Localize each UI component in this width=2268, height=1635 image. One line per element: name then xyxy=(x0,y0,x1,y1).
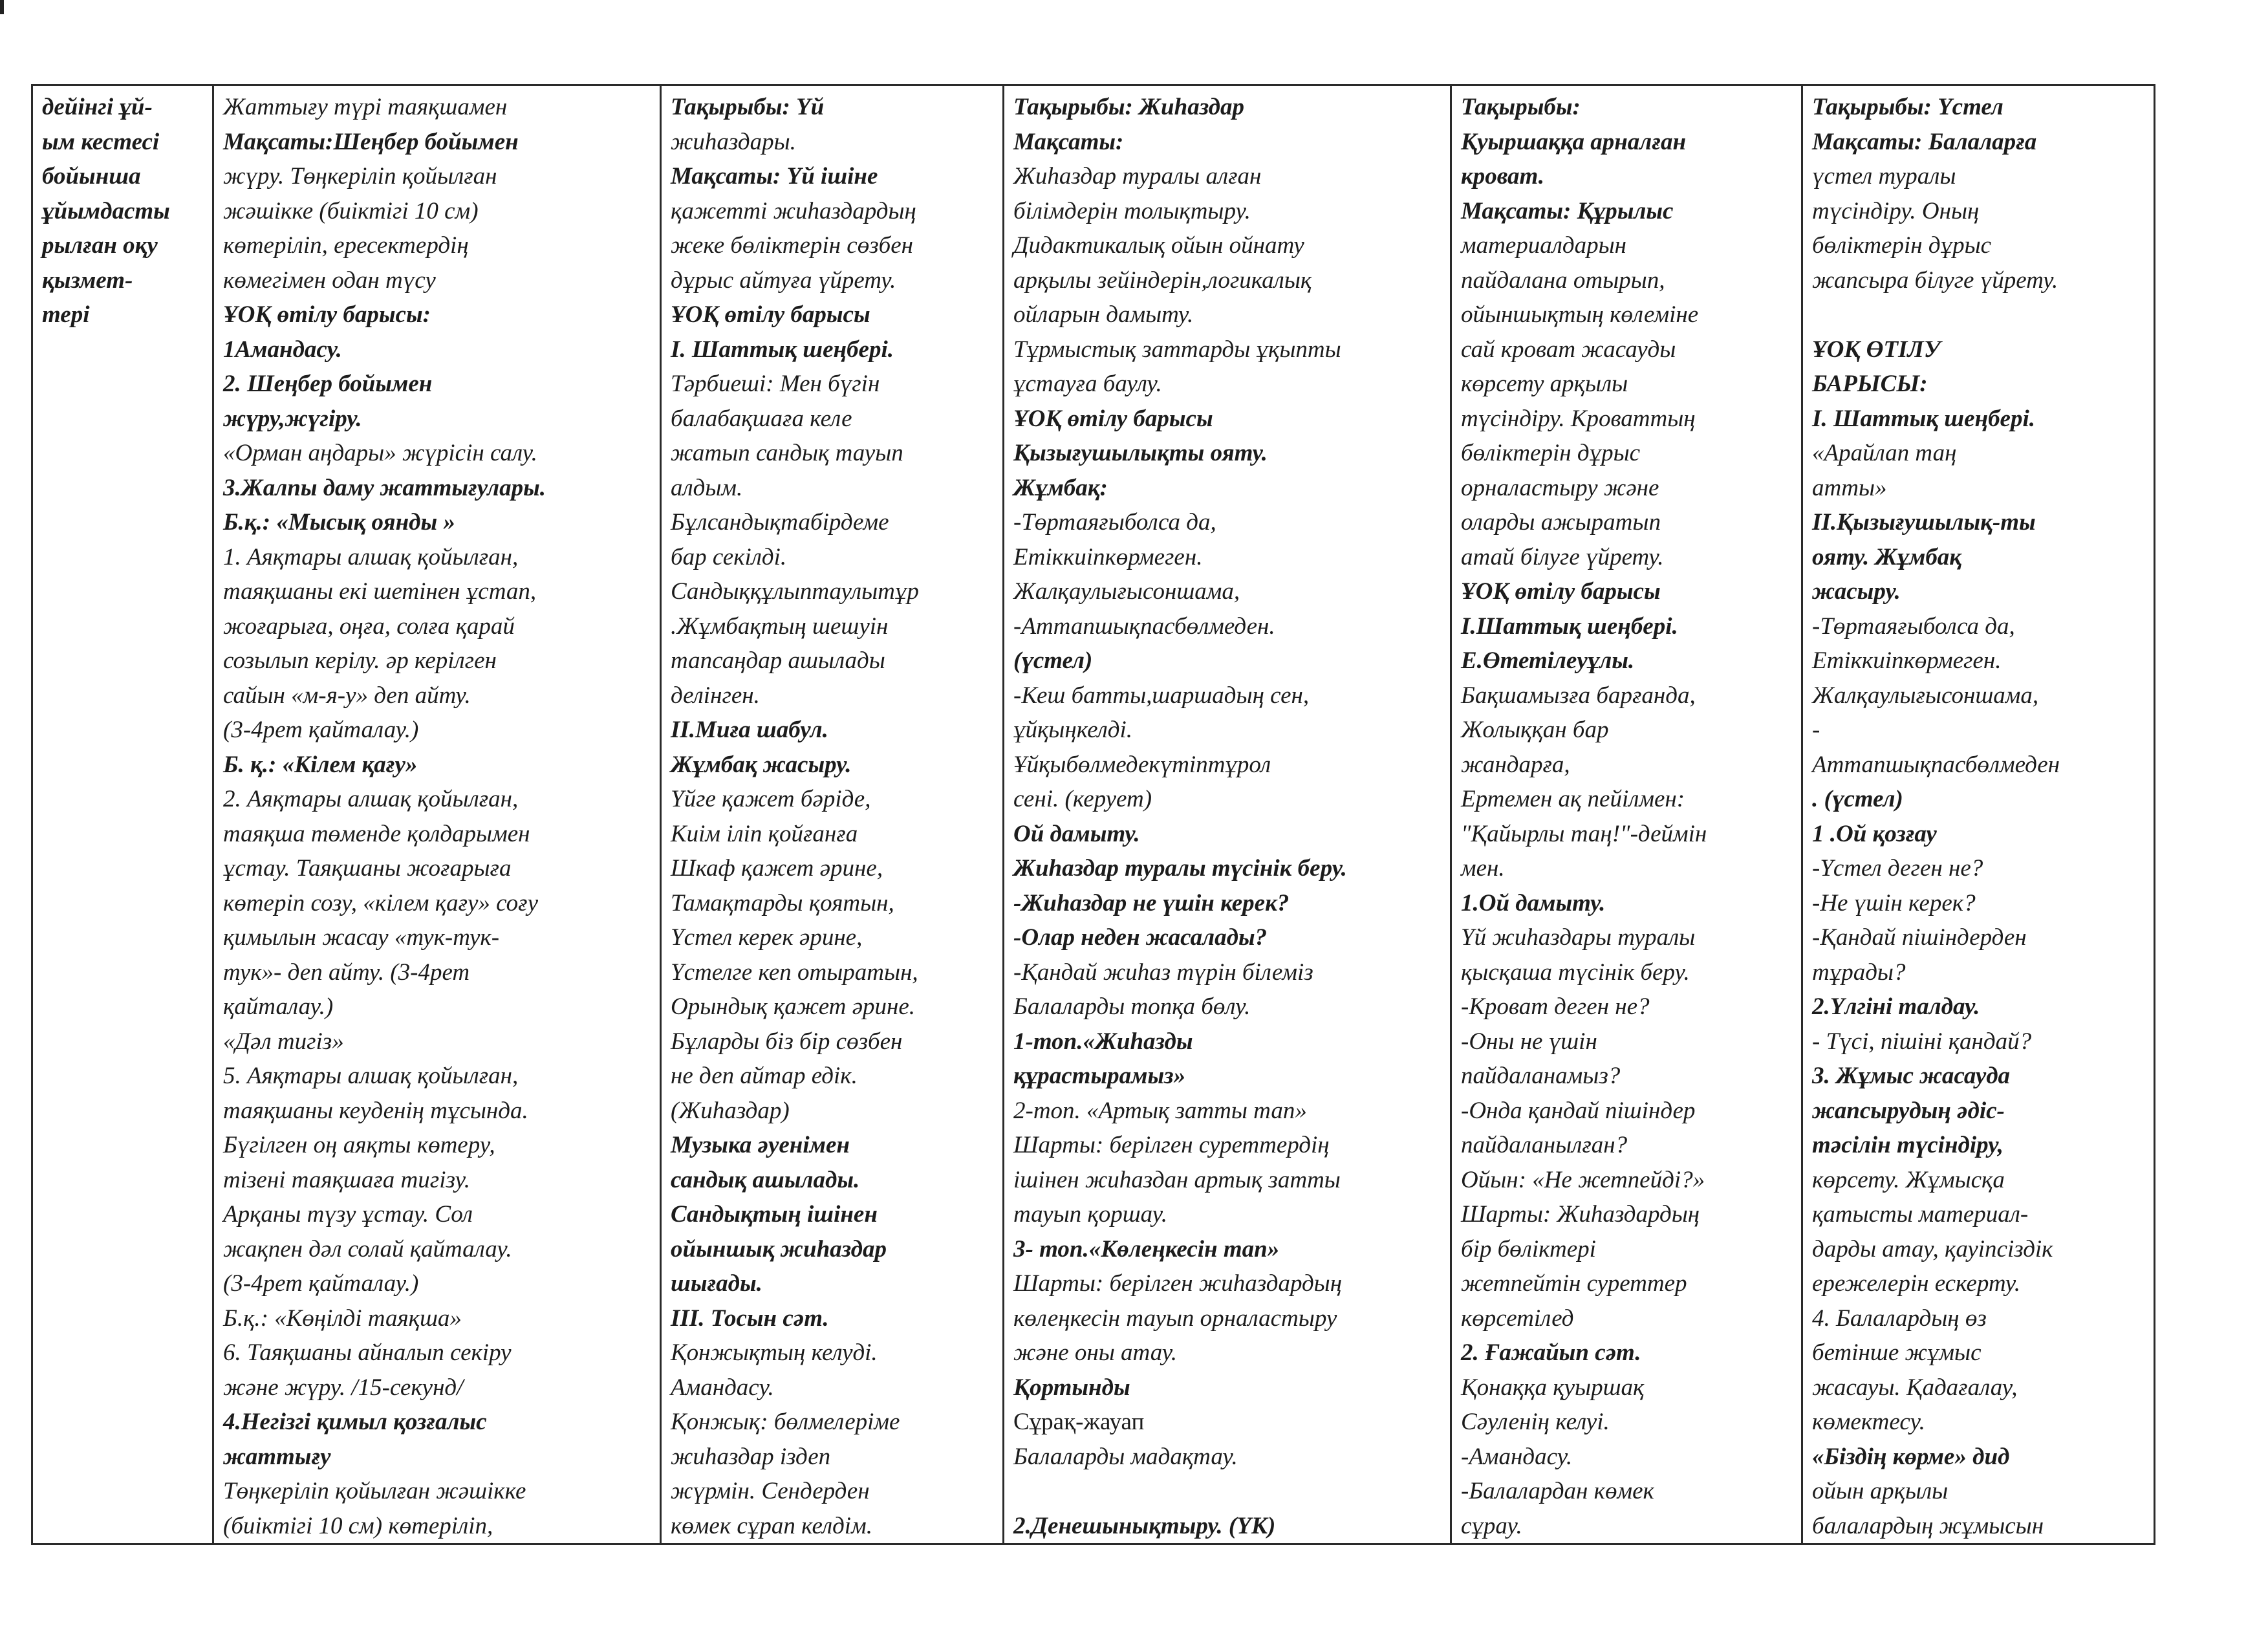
furniture-lesson-cell xyxy=(1004,85,1451,1544)
text-line: үстел туралы xyxy=(1812,163,1956,189)
text-line: алдым. xyxy=(671,474,743,501)
text-line: Қонаққа қуыршақ xyxy=(1461,1374,1645,1401)
text-line: Жалқаулығысоншама, xyxy=(1812,682,2039,709)
text-line: 2. Аяқтары алшақ қойылған, xyxy=(223,786,519,812)
text-line: -Олар неден жасалады? xyxy=(1013,924,1268,951)
text-line: Жиһаздар туралы түсінік беру. xyxy=(1013,855,1347,882)
text-line: көрсету арқылы xyxy=(1461,371,1628,397)
text-line: Жалқаулығысоншама, xyxy=(1013,578,1240,605)
text-line: 3- топ.«Көлеңкесін тап» xyxy=(1013,1235,1280,1262)
text-line: (үстел) xyxy=(1013,647,1093,674)
text-line: Бүгілген оң аяқты көтеру, xyxy=(223,1132,495,1158)
text-line: Амандасу. xyxy=(671,1374,774,1401)
text-line: арқылы зейіндерін,логикалық xyxy=(1013,266,1312,294)
text-line: тауып қоршау. xyxy=(1013,1201,1168,1228)
text-line: Б. қ.: «Кілем қағу» xyxy=(223,751,418,778)
text-line: -Не үшін керек? xyxy=(1812,889,1976,916)
text-line: жаттығу xyxy=(223,1443,331,1470)
text-line: тәсілін түсіндіру, xyxy=(1812,1132,2003,1158)
text-line: Үй жиһаздары туралы xyxy=(1461,924,1696,951)
text-line: ҰОҚ өтілу барысы xyxy=(1013,405,1213,432)
text-line: І.Шаттық шеңбері. xyxy=(1461,612,1678,640)
text-line: ішінен жиһаздан артық затты xyxy=(1013,1166,1341,1193)
text-line xyxy=(1812,298,2146,332)
text-line: Ойын: «Не жетпейді?» xyxy=(1461,1166,1705,1193)
text-line: Тақырыбы: xyxy=(1461,94,1581,120)
text-line: тапсаңдар ашылады xyxy=(671,647,885,674)
text-line: Ертемен ақ пейілмен: xyxy=(1461,786,1685,812)
text-line: көтеріп созу, «кілем қағу» соғу xyxy=(223,889,539,916)
text-line: -Амандасу. xyxy=(1461,1443,1573,1470)
text-line: ұстауға баулу. xyxy=(1013,371,1162,397)
text-line: жүру,жүгіру. xyxy=(223,405,362,432)
text-line: БАРЫСЫ: xyxy=(1812,371,1928,397)
text-line: бетінше жұмыс xyxy=(1812,1339,1982,1366)
text-line: жапсыра білуге үйрету. xyxy=(1812,266,2058,294)
text-line: делінген. xyxy=(671,682,760,709)
text-line: көлеңкесін тауып орналастыру xyxy=(1013,1305,1337,1332)
table-lesson-cell xyxy=(1802,85,2155,1544)
text-line: «Дәл тигіз» xyxy=(223,1028,344,1055)
text-line: жетпейтін суреттер xyxy=(1461,1270,1687,1297)
text-line: 5. Аяқтары алшақ қойылған, xyxy=(223,1063,519,1089)
text-line: ым кестесі xyxy=(42,128,160,155)
text-line: бір бөліктері xyxy=(1461,1235,1596,1262)
text-line: Қуыршаққа арналған xyxy=(1461,128,1686,155)
text-line: Шарты: берілген суреттердің xyxy=(1013,1132,1330,1158)
text-line: . (үстел) xyxy=(1812,786,1903,812)
text-line: - Түсі, пішіні қандай? xyxy=(1812,1028,2032,1055)
text-line: 1Амандасу. xyxy=(223,336,342,363)
text-line: оларды ажыратып xyxy=(1461,509,1661,536)
text-line: Е.Өтетілеуұлы. xyxy=(1461,647,1635,674)
text-line: І. Шаттық шеңбері. xyxy=(671,336,894,363)
text-line: ҰОҚ өтілу барысы: xyxy=(223,301,431,328)
text-line: (3-4рет қайталау.) xyxy=(223,717,419,743)
text-line: (3-4рет қайталау.) xyxy=(223,1270,419,1297)
text-line: 3.Жалпы даму жаттығулары. xyxy=(223,474,546,501)
text-line: Сәуленің келуі. xyxy=(1461,1409,1610,1435)
text-line: жүрмін. Сендерден xyxy=(671,1478,870,1504)
text-line: Киім іліп қойғанға xyxy=(671,820,858,847)
text-line: көтеріліп, ересектердің xyxy=(223,232,469,259)
text-line: -Үстел деген не? xyxy=(1812,855,1983,882)
text-line: түсіндіру. Оның xyxy=(1812,197,1980,224)
text-line: «Біздің көрме» дид xyxy=(1812,1443,2010,1470)
text-line: Б.қ.: «Мысық оянды » xyxy=(223,509,455,536)
text-line: ойын арқылы xyxy=(1812,1478,1949,1504)
text-line: жүру. Төңкеріліп қойылған xyxy=(223,163,497,189)
text-line: Орындық қажет әрине. xyxy=(671,993,916,1020)
text-line: көмегімен одан түсу xyxy=(223,266,436,294)
text-line: Үстелге кеп отыратын, xyxy=(671,958,918,986)
text-line: ІІ.Қызығушылық-ты xyxy=(1812,509,2036,536)
text-line: ұйқыңкелді. xyxy=(1013,717,1132,743)
text-line: 4.Негізгі қимыл қозғалыс xyxy=(223,1409,487,1435)
lesson-plan-table xyxy=(31,84,2155,1545)
text-line: Тұрмыстық заттарды ұқыпты xyxy=(1013,336,1341,363)
text-line: -Онда қандай пішіндер xyxy=(1461,1097,1696,1124)
text-line: және оны атау. xyxy=(1013,1339,1178,1366)
text-line: Жиһаздар туралы алған xyxy=(1013,163,1262,189)
text-line: Шарты: Жиһаздардың xyxy=(1461,1201,1700,1228)
text-line: көрсету. Жұмысқа xyxy=(1812,1166,2005,1193)
text-line: -Төртаяғыболса да, xyxy=(1013,509,1216,536)
text-line: -Аттапшықпасбөлмеден. xyxy=(1013,612,1275,640)
text-line: ҰОҚ өтілу барысы xyxy=(1461,578,1661,605)
text-line: ҰОҚ ӨТІЛУ xyxy=(1812,336,1941,363)
text-line: ояту. Жұмбақ xyxy=(1812,543,1962,570)
text-line: Жолыққан бар xyxy=(1461,717,1609,743)
text-line: 1 .Ой қозғау xyxy=(1812,820,1937,847)
text-line: 2. Ғажайып сәт. xyxy=(1461,1339,1641,1366)
text-line: дұрыс айтуға үйрету. xyxy=(671,266,896,294)
text-line: ұйымдасты xyxy=(42,197,170,224)
text-line: Тәрбиеші: Мен бүгін xyxy=(671,371,880,397)
text-line: Арқаны түзу ұстау. Сол xyxy=(223,1201,473,1228)
text-line: орналастыру және xyxy=(1461,474,1659,501)
scan-edge-mark xyxy=(0,0,4,14)
text-line: сұрау. xyxy=(1461,1512,1522,1539)
text-line: Шарты: берілген жиһаздардың xyxy=(1013,1270,1343,1297)
text-line: Үстел керек әрине, xyxy=(671,924,863,951)
home-furniture-cell xyxy=(661,85,1004,1544)
text-line: Бұлсандықтабірдеме xyxy=(671,509,889,536)
text-line: ережелерін ескерту. xyxy=(1812,1270,2021,1297)
text-line: Қызығушылықты ояту. xyxy=(1013,440,1268,466)
text-line: материалдарын xyxy=(1461,232,1627,259)
text-line: қатысты материал- xyxy=(1812,1201,2029,1228)
text-line: - xyxy=(1812,717,1820,743)
text-line: тук»- деп айту. (3-4рет xyxy=(223,958,470,986)
text-line: рылған оқу xyxy=(42,232,158,259)
text-line: .Жұмбақтың шешуін xyxy=(671,612,889,640)
text-line: сені. (керует) xyxy=(1013,786,1152,812)
text-line: ҰОҚ өтілу барысы xyxy=(671,301,870,328)
text-line: ІІІ. Тосын сәт. xyxy=(671,1305,829,1332)
text-line: және жүру. /15-секунд/ xyxy=(223,1374,464,1401)
text-line: 2. Шеңбер бойымен xyxy=(223,371,433,397)
text-line: бөліктерін дұрыс xyxy=(1812,232,1992,259)
text-line xyxy=(1013,1474,1442,1509)
text-line: Қонжық: бөлмелеріме xyxy=(671,1409,900,1435)
text-line: түсіндіру. Кроваттың xyxy=(1461,405,1696,432)
text-line: ойыншық жиһаздар xyxy=(671,1235,887,1262)
text-line: -Балалардан көмек xyxy=(1461,1478,1654,1504)
text-line: -Кеш батты,шаршадың сен, xyxy=(1013,682,1310,709)
text-line: балалардың жұмысын xyxy=(1812,1512,2044,1539)
text-line: қайталау.) xyxy=(223,993,334,1020)
text-line: Жұмбақ жасыру. xyxy=(671,751,852,778)
text-line: көмек сұрап келдім. xyxy=(671,1512,872,1539)
text-line: ойларын дамыту. xyxy=(1013,301,1194,328)
text-line: 2.Денешынықтыру. (ҮК) xyxy=(1013,1512,1276,1539)
text-line: Төңкеріліп қойылған жәшікке xyxy=(223,1478,526,1504)
text-line: Тақырыбы: Үй xyxy=(671,94,825,120)
text-line: Сұрақ-жауап xyxy=(1013,1409,1145,1435)
text-line: Мақсаты:Шеңбер бойымен xyxy=(223,128,519,155)
text-line: Тақырыбы: Үстел xyxy=(1812,94,2003,120)
text-line: таяқша төменде қолдарымен xyxy=(223,820,530,847)
text-line: дарды атау, қауіпсіздік xyxy=(1812,1235,2053,1262)
text-line: Мақсаты: Үй ішіне xyxy=(671,163,878,189)
text-line: -Қандай пішіндерден xyxy=(1812,924,2027,951)
text-line: Б.қ.: «Көңілді таяқша» xyxy=(223,1305,462,1332)
text-line: Ұйқыбөлмедекүтіптұрол xyxy=(1013,751,1271,778)
text-line: пайдаланамыз? xyxy=(1461,1063,1621,1089)
text-line: созылып керілу. әр керілген xyxy=(223,647,497,674)
text-line: Сандыққұлыптаулытұр xyxy=(671,578,919,605)
text-line: қажетті жиһаздардың xyxy=(671,197,916,224)
doll-bed-cell xyxy=(1451,85,1802,1544)
text-line: сандық ашылады. xyxy=(671,1166,860,1193)
text-line: сайын «м-я-у» деп айту. xyxy=(223,682,471,709)
text-line: Етіккиіпкөрмеген. xyxy=(1013,543,1203,570)
text-line: Балаларды топқа бөлу. xyxy=(1013,993,1251,1020)
table-row xyxy=(32,85,2155,1544)
text-line: пайдаланылған? xyxy=(1461,1132,1628,1158)
text-line: Қортынды xyxy=(1013,1374,1130,1401)
text-line: кроват. xyxy=(1461,163,1545,189)
text-line: ойыншықтың көлеміне xyxy=(1461,301,1699,328)
text-line: бөліктерін дұрыс xyxy=(1461,440,1641,466)
text-line: ұстау. Таяқшаны жоғарыға xyxy=(223,855,512,882)
text-line: қимылын жасау «тук-тук- xyxy=(223,924,500,951)
text-line: -Төртаяғыболса да, xyxy=(1812,612,2015,640)
text-line: бар секілді. xyxy=(671,543,787,570)
text-line: «Арайлап таң xyxy=(1812,440,1957,466)
text-line: Шкаф қажет әрине, xyxy=(671,855,883,882)
physical-education-cell xyxy=(213,85,661,1544)
text-line: қысқаша түсінік беру. xyxy=(1461,958,1690,986)
text-line: жасыру. xyxy=(1812,578,1901,605)
text-line: Бақшамызға барғанда, xyxy=(1461,682,1696,709)
text-line: -Жиһаздар не үшін керек? xyxy=(1013,889,1290,916)
text-line: Ой дамыту. xyxy=(1013,820,1140,847)
text-line: 3. Жұмыс жасауда xyxy=(1812,1063,2011,1089)
text-line: білімдерін толықтыру. xyxy=(1013,197,1251,224)
row-heading-cell xyxy=(32,85,213,1544)
text-line: Үйге қажет бәріде, xyxy=(671,786,871,812)
text-line: атай білуге үйрету. xyxy=(1461,543,1664,570)
text-line: көрсетілед xyxy=(1461,1305,1574,1332)
text-line: «Орман аңдары» жүрісін салу. xyxy=(223,440,537,466)
text-line: Музыка әуенімен xyxy=(671,1132,850,1158)
text-line: 2-топ. «Артық затты тап» xyxy=(1013,1097,1307,1124)
text-line: сай кроват жасауды xyxy=(1461,336,1676,363)
text-line: 2.Үлгіні талдау. xyxy=(1812,993,1980,1020)
text-line: Дидактикалық ойын ойнату xyxy=(1013,232,1304,259)
text-line: Тақырыбы: Жиһаздар xyxy=(1013,94,1244,120)
text-line: жәшікке (биіктігі 10 см) xyxy=(223,197,479,224)
text-line: Жұмбақ: xyxy=(1013,474,1108,501)
text-line: шығады. xyxy=(671,1270,762,1297)
text-line: жапсырудың әдіс- xyxy=(1812,1097,2005,1124)
text-line: бойынша xyxy=(42,163,141,189)
text-line: қызмет- xyxy=(42,266,133,294)
text-line: Етіккиіпкөрмеген. xyxy=(1812,647,2002,674)
text-line: жасауы. Қадағалау, xyxy=(1812,1374,2018,1401)
text-line: Аттапшықпасбөлмеден xyxy=(1812,751,2060,778)
text-line: тұрады? xyxy=(1812,958,1906,986)
text-line: дейінгі ұй- xyxy=(42,94,153,120)
text-line: Жаттығу түрі таяқшамен xyxy=(223,94,508,120)
text-line: пайдалана отырып, xyxy=(1461,266,1665,294)
text-line: "Қайырлы таң!"-деймін xyxy=(1461,820,1707,847)
text-line: ІІ.Миға шабул. xyxy=(671,717,828,743)
text-line: жеке бөліктерін сөзбен xyxy=(671,232,914,259)
text-line: -Оны не үшін xyxy=(1461,1028,1597,1055)
text-line: не деп айтар едік. xyxy=(671,1063,858,1089)
text-line: құрастырамыз» xyxy=(1013,1063,1186,1089)
text-line: Қонжықтың келуді. xyxy=(671,1339,878,1366)
text-line: 1.Ой дамыту. xyxy=(1461,889,1606,916)
text-line: Сандықтың ішінен xyxy=(671,1201,878,1228)
text-line: 4. Балалардың өз xyxy=(1812,1305,1987,1332)
text-line: І. Шаттық шеңбері. xyxy=(1812,405,2035,432)
text-line: жиһаздар іздеп xyxy=(671,1443,831,1470)
text-line: Тамақтарды қоятын, xyxy=(671,889,894,916)
text-line: жоғарыға, оңға, солға қарай xyxy=(223,612,515,640)
text-line: атты» xyxy=(1812,474,1887,501)
text-line: -Қандай жиһаз түрін білеміз xyxy=(1013,958,1313,986)
text-line: Мақсаты: Құрылыс xyxy=(1461,197,1674,224)
text-line: жатып сандық тауып xyxy=(671,440,903,466)
text-line: тері xyxy=(42,301,90,328)
text-line: Балаларды мадақтау. xyxy=(1013,1443,1238,1470)
text-line: 6. Таяқшаны айналып секіру xyxy=(223,1339,512,1366)
text-line: -Кроват деген не? xyxy=(1461,993,1650,1020)
text-line: таяқшаны кеуденің тұсында. xyxy=(223,1097,528,1124)
text-line: Бұларды біз бір сөзбен xyxy=(671,1028,903,1055)
text-line: (биіктігі 10 см) көтеріліп, xyxy=(223,1512,493,1539)
text-line: жиһаздары. xyxy=(671,128,796,155)
text-line: Мақсаты: xyxy=(1013,128,1124,155)
text-line: жандарға, xyxy=(1461,751,1570,778)
text-line: тізені таяқшаға тигізу. xyxy=(223,1166,470,1193)
text-line: таяқшаны екі шетінен ұстап, xyxy=(223,578,537,605)
text-line: Мақсаты: Балаларға xyxy=(1812,128,2037,155)
text-line: көмектесу. xyxy=(1812,1409,1925,1435)
text-line: жақпен дәл солай қайталау. xyxy=(223,1235,512,1262)
text-line: 1-топ.«Жиһазды xyxy=(1013,1028,1193,1055)
text-line: мен. xyxy=(1461,855,1505,882)
text-line: 1. Аяқтары алшақ қойылған, xyxy=(223,543,519,570)
text-line: (Жиһаздар) xyxy=(671,1097,790,1124)
text-line: балабақшаға келе xyxy=(671,405,852,432)
